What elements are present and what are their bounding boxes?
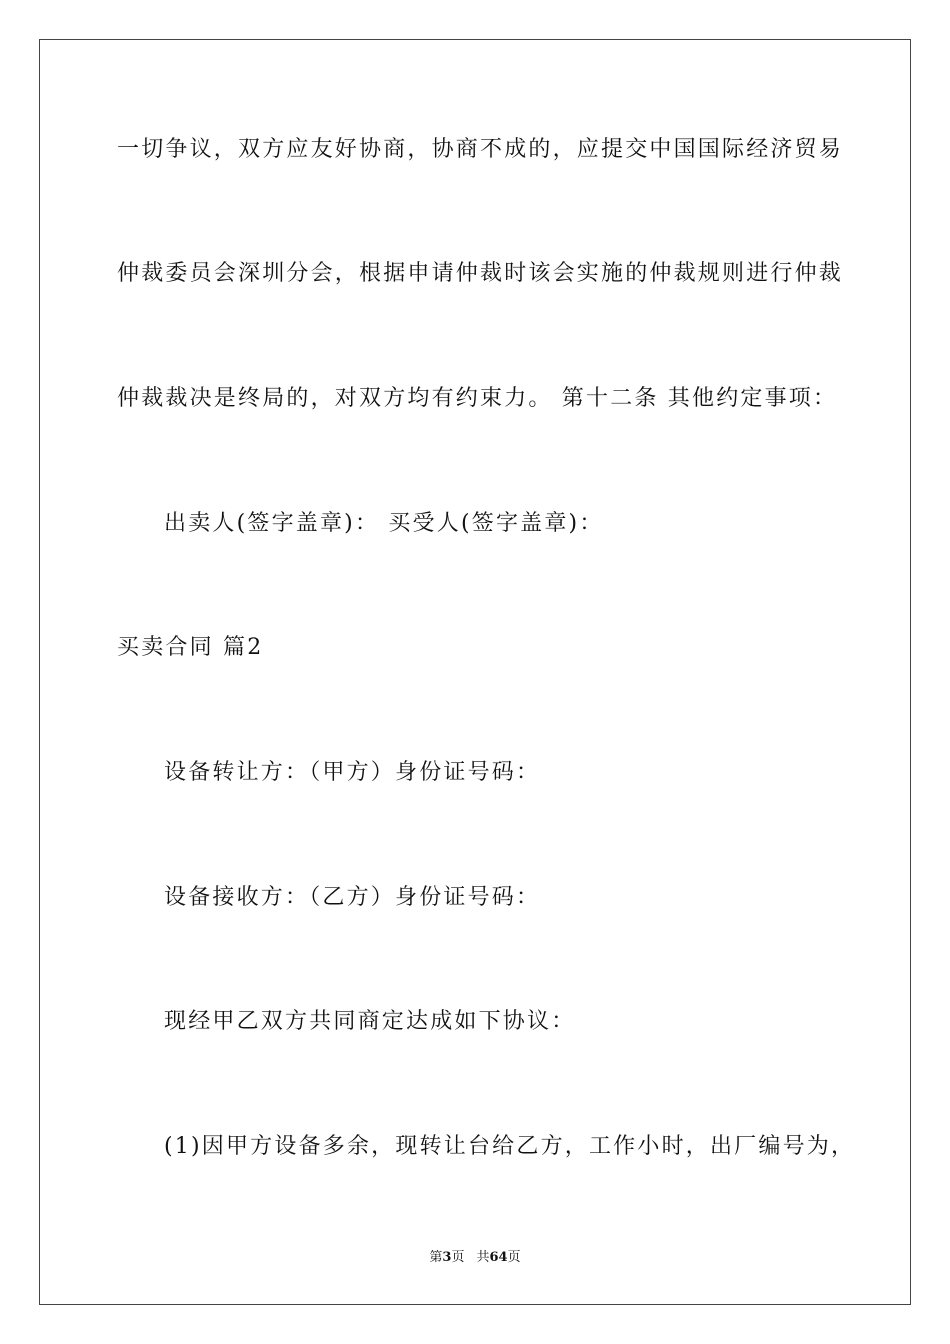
section-heading: 买卖合同 篇2 bbox=[117, 635, 264, 660]
body-line-1: 一切争议，双方应友好协商，协商不成的，应提交中国国际经济贸易 bbox=[117, 137, 844, 162]
total-pages: 64 bbox=[489, 1250, 508, 1265]
body-line-2: 仲裁委员会深圳分会，根据申请仲裁时该会实施的仲裁规则进行仲裁 bbox=[117, 261, 844, 286]
page-prefix: 第 bbox=[429, 1250, 443, 1265]
receiver-line: 设备接收方：（乙方）身份证号码： bbox=[164, 885, 541, 910]
page-suffix: 页 bbox=[451, 1250, 465, 1265]
body-line-3: 仲裁裁决是终局的，对双方均有约束力。 第十二条 其他约定事项： bbox=[117, 386, 838, 411]
total-suffix: 页 bbox=[507, 1250, 521, 1265]
agreement-intro-line: 现经甲乙双方共同商定达成如下协议： bbox=[164, 1009, 576, 1034]
total-prefix: 共 bbox=[476, 1250, 490, 1265]
clause-1-line: (1)因甲方设备多余，现转让台给乙方，工作小时，出厂编号为， bbox=[164, 1134, 856, 1159]
signature-line: 出卖人(签字盖章)： 买受人(签字盖章)： bbox=[164, 511, 604, 536]
page-footer bbox=[0, 1249, 950, 1267]
page-number: 3 bbox=[442, 1250, 452, 1265]
page-border bbox=[39, 39, 911, 1305]
transferor-line: 设备转让方：（甲方）身份证号码： bbox=[164, 760, 541, 785]
